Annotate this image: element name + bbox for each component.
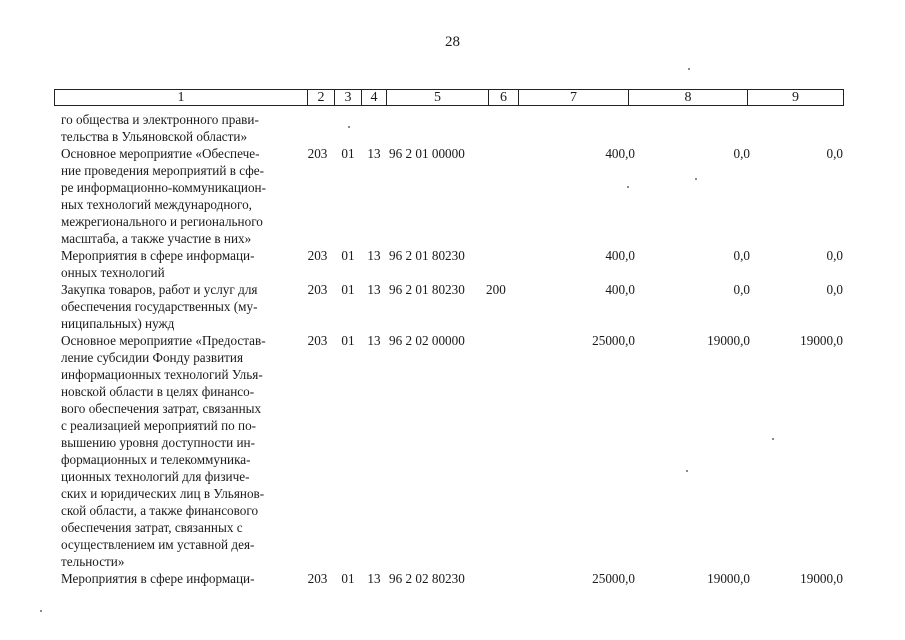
column-header-row xyxy=(55,90,844,106)
scan-speck xyxy=(348,126,350,128)
table-row xyxy=(54,111,849,145)
column-header-1: 1 xyxy=(55,90,308,106)
row-cell-c5: 96 2 01 00000 xyxy=(389,146,465,161)
row-name-line: формационных и телекоммуника- xyxy=(61,452,251,467)
row-name-cell xyxy=(54,570,300,587)
row-name-line: го общества и электронного прави- xyxy=(61,112,259,127)
row-cell-c9: 0,0 xyxy=(826,282,843,297)
row-name-line: межрегионального и регионального xyxy=(61,214,263,229)
row-cell-c5: 96 2 02 00000 xyxy=(389,333,465,348)
row-cell-c8: 0,0 xyxy=(733,146,750,161)
row-cell-c8: 0,0 xyxy=(733,282,750,297)
column-header-table xyxy=(54,89,844,106)
column-header-8: 8 xyxy=(629,90,748,106)
row-cell-c5: 96 2 02 80230 xyxy=(389,571,465,586)
table-row xyxy=(54,145,849,247)
row-cell-c2: 203 xyxy=(307,333,328,348)
column-header-7: 7 xyxy=(519,90,629,106)
table-row xyxy=(54,281,849,332)
row-cell-c6: 200 xyxy=(486,282,506,297)
row-name-line: осуществлением им уставной дея- xyxy=(61,537,255,552)
column-header-6: 6 xyxy=(489,90,519,106)
column-header-4: 4 xyxy=(362,90,387,106)
scan-speck xyxy=(695,178,697,180)
row-name-line: Основное мероприятие «Обеспече- xyxy=(61,146,260,161)
row-name-line: ских и юридических лиц в Ульянов- xyxy=(61,486,265,501)
scan-speck xyxy=(627,186,629,188)
row-name-cell xyxy=(54,332,300,570)
row-cell-c4: 13 xyxy=(367,333,381,348)
row-name-line: Основное мероприятие «Предостав- xyxy=(61,333,266,348)
row-name-line: ционных технологий для физиче- xyxy=(61,469,250,484)
row-name-line: Мероприятия в сфере информаци- xyxy=(61,571,255,586)
row-cell-c3: 01 xyxy=(341,333,355,348)
column-header-5: 5 xyxy=(387,90,489,106)
row-cell-c2: 203 xyxy=(307,146,328,161)
row-cell-c3: 01 xyxy=(341,248,355,263)
table-body xyxy=(54,111,849,587)
row-name-line: новской области в целях финансо- xyxy=(61,384,255,399)
row-name-line: масштаба, а также участие в них» xyxy=(61,231,252,246)
row-cell-c3: 01 xyxy=(341,282,355,297)
row-name-cell xyxy=(54,111,300,145)
row-cell-c9: 0,0 xyxy=(826,248,843,263)
row-name-line: обеспечения затрат, связанных с xyxy=(61,520,243,535)
table-row xyxy=(54,570,849,587)
row-name-line: Закупка товаров, работ и услуг для xyxy=(61,282,258,297)
row-cell-c4: 13 xyxy=(367,571,381,586)
row-name-line: обеспечения государственных (му- xyxy=(61,299,258,314)
row-name-line: ниципальных) нужд xyxy=(61,316,175,331)
row-name-line: вого обеспечения затрат, связанных xyxy=(61,401,262,416)
row-cell-c7: 25000,0 xyxy=(592,333,635,348)
row-cell-c3: 01 xyxy=(341,571,355,586)
row-cell-c4: 13 xyxy=(367,282,381,297)
row-cell-c8: 19000,0 xyxy=(707,333,750,348)
scan-speck xyxy=(40,610,42,612)
row-name-line: вышению уровня доступности ин- xyxy=(61,435,255,450)
row-cell-c9: 19000,0 xyxy=(800,333,843,348)
row-cell-c4: 13 xyxy=(367,146,381,161)
column-header-3: 3 xyxy=(335,90,362,106)
row-cell-c8: 19000,0 xyxy=(707,571,750,586)
row-name-line: ре информационно-коммуникацион- xyxy=(61,180,267,195)
row-name-cell xyxy=(54,145,300,247)
row-name-line: ных технологий международного, xyxy=(61,197,252,212)
column-header-9: 9 xyxy=(748,90,844,106)
row-cell-c2: 203 xyxy=(307,282,328,297)
row-cell-c2: 203 xyxy=(307,248,328,263)
row-name-line: онных технологий xyxy=(61,265,165,280)
row-name-cell xyxy=(54,281,300,332)
row-name-line: тельства в Ульяновской области» xyxy=(61,129,248,144)
row-cell-c2: 203 xyxy=(307,571,328,586)
column-header-2: 2 xyxy=(308,90,335,106)
row-name-line: тельности» xyxy=(61,554,125,569)
table-row xyxy=(54,247,849,281)
row-name-line: с реализацией мероприятий по по- xyxy=(61,418,257,433)
row-cell-c7: 400,0 xyxy=(605,282,635,297)
row-name-line: ние проведения мероприятий в сфе- xyxy=(61,163,265,178)
scan-speck xyxy=(772,438,774,440)
page-number: 28 xyxy=(445,34,460,50)
row-cell-c9: 0,0 xyxy=(826,146,843,161)
row-name-line: ской области, а также финансового xyxy=(61,503,259,518)
row-name-line: Мероприятия в сфере информаци- xyxy=(61,248,255,263)
scan-speck xyxy=(688,68,690,70)
row-name-line: информационных технологий Улья- xyxy=(61,367,263,382)
row-cell-c5: 96 2 01 80230 xyxy=(389,282,465,297)
row-cell-c5: 96 2 01 80230 xyxy=(389,248,465,263)
row-name-line: ление субсидии Фонду развития xyxy=(61,350,244,365)
row-cell-c9: 19000,0 xyxy=(800,571,843,586)
row-cell-c7: 400,0 xyxy=(605,146,635,161)
row-cell-c4: 13 xyxy=(367,248,381,263)
row-cell-c7: 25000,0 xyxy=(592,571,635,586)
scan-speck xyxy=(686,470,688,472)
row-cell-c8: 0,0 xyxy=(733,248,750,263)
table-row xyxy=(54,332,849,570)
row-cell-c7: 400,0 xyxy=(605,248,635,263)
row-name-cell xyxy=(54,247,300,281)
row-cell-c3: 01 xyxy=(341,146,355,161)
